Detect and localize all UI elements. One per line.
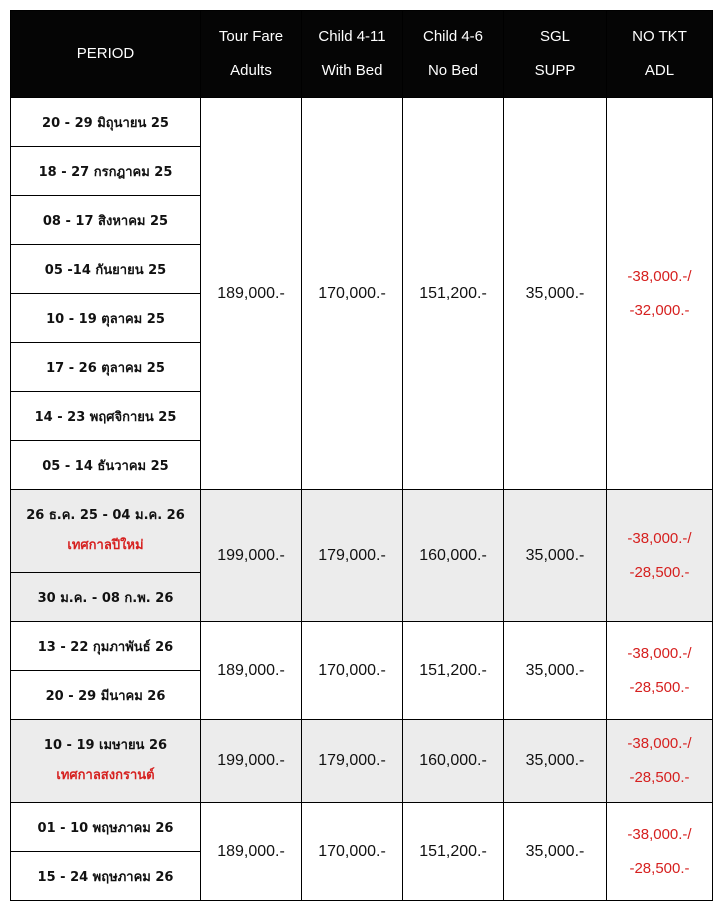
child-with-bed-cell: 170,000.- bbox=[302, 98, 403, 490]
adult-fare-cell: 189,000.- bbox=[201, 622, 302, 720]
single-supp-cell: 35,000.- bbox=[504, 803, 607, 901]
no-ticket-cell: -38,000.-/ -28,500.- bbox=[607, 803, 713, 901]
child-no-bed-cell: 160,000.- bbox=[403, 490, 504, 622]
period-cell: 10 - 19 ตุลาคม 25 bbox=[11, 294, 201, 343]
period-cell: 05 - 14 ธันวาคม 25 bbox=[11, 441, 201, 490]
period-cell: 17 - 26 ตุลาคม 25 bbox=[11, 343, 201, 392]
header-period: PERIOD bbox=[11, 11, 201, 98]
header-single-supplement: SGL SUPP bbox=[504, 11, 607, 98]
period-cell: 20 - 29 มีนาคม 26 bbox=[11, 671, 201, 720]
table-row bbox=[11, 720, 713, 803]
child-no-bed-cell: 151,200.- bbox=[403, 803, 504, 901]
child-no-bed-cell: 151,200.- bbox=[403, 98, 504, 490]
period-cell: 01 - 10 พฤษภาคม 26 bbox=[11, 803, 201, 852]
holiday-label: เทศกาลปีใหม่ bbox=[67, 538, 144, 553]
period-cell: 05 -14 กันยายน 25 bbox=[11, 245, 201, 294]
holiday-label: เทศกาลสงกรานต์ bbox=[56, 768, 155, 783]
single-supp-cell: 35,000.- bbox=[504, 490, 607, 622]
single-supp-cell: 35,000.- bbox=[504, 720, 607, 803]
adult-fare-cell: 189,000.- bbox=[201, 803, 302, 901]
price-table-container bbox=[10, 10, 712, 901]
period-cell: 14 - 23 พฤศจิกายน 25 bbox=[11, 392, 201, 441]
no-ticket-cell: -38,000.-/ -28,500.- bbox=[607, 720, 713, 803]
table-row bbox=[11, 622, 713, 671]
child-with-bed-cell: 179,000.- bbox=[302, 490, 403, 622]
header-no-ticket-adult: NO TKT ADL bbox=[607, 11, 713, 98]
period-cell: 26 ธ.ค. 25 - 04 ม.ค. 26 เทศกาลปีใหม่ bbox=[11, 490, 201, 573]
no-ticket-cell: -38,000.-/ -28,500.- bbox=[607, 490, 713, 622]
period-cell: 10 - 19 เมษายน 26 เทศกาลสงกรานต์ bbox=[11, 720, 201, 803]
period-cell: 13 - 22 กุมภาพันธ์ 26 bbox=[11, 622, 201, 671]
tour-price-table bbox=[10, 10, 713, 901]
period-cell: 18 - 27 กรกฎาคม 25 bbox=[11, 147, 201, 196]
period-cell: 30 ม.ค. - 08 ก.พ. 26 bbox=[11, 573, 201, 622]
table-row bbox=[11, 490, 713, 573]
period-cell: 20 - 29 มิถุนายน 25 bbox=[11, 98, 201, 147]
child-with-bed-cell: 179,000.- bbox=[302, 720, 403, 803]
header-row bbox=[11, 11, 713, 98]
period-cell: 08 - 17 สิงหาคม 25 bbox=[11, 196, 201, 245]
adult-fare-cell: 199,000.- bbox=[201, 720, 302, 803]
period-cell: 15 - 24 พฤษภาคม 26 bbox=[11, 852, 201, 901]
single-supp-cell: 35,000.- bbox=[504, 98, 607, 490]
table-row bbox=[11, 98, 713, 147]
adult-fare-cell: 199,000.- bbox=[201, 490, 302, 622]
adult-fare-cell: 189,000.- bbox=[201, 98, 302, 490]
table-row bbox=[11, 803, 713, 852]
header-child-no-bed: Child 4-6 No Bed bbox=[403, 11, 504, 98]
header-tour-fare-adults: Tour Fare Adults bbox=[201, 11, 302, 98]
no-ticket-cell: -38,000.-/ -28,500.- bbox=[607, 622, 713, 720]
single-supp-cell: 35,000.- bbox=[504, 622, 607, 720]
child-no-bed-cell: 160,000.- bbox=[403, 720, 504, 803]
child-with-bed-cell: 170,000.- bbox=[302, 803, 403, 901]
child-no-bed-cell: 151,200.- bbox=[403, 622, 504, 720]
header-child-with-bed: Child 4-11 With Bed bbox=[302, 11, 403, 98]
no-ticket-cell: -38,000.-/ -32,000.- bbox=[607, 98, 713, 490]
child-with-bed-cell: 170,000.- bbox=[302, 622, 403, 720]
